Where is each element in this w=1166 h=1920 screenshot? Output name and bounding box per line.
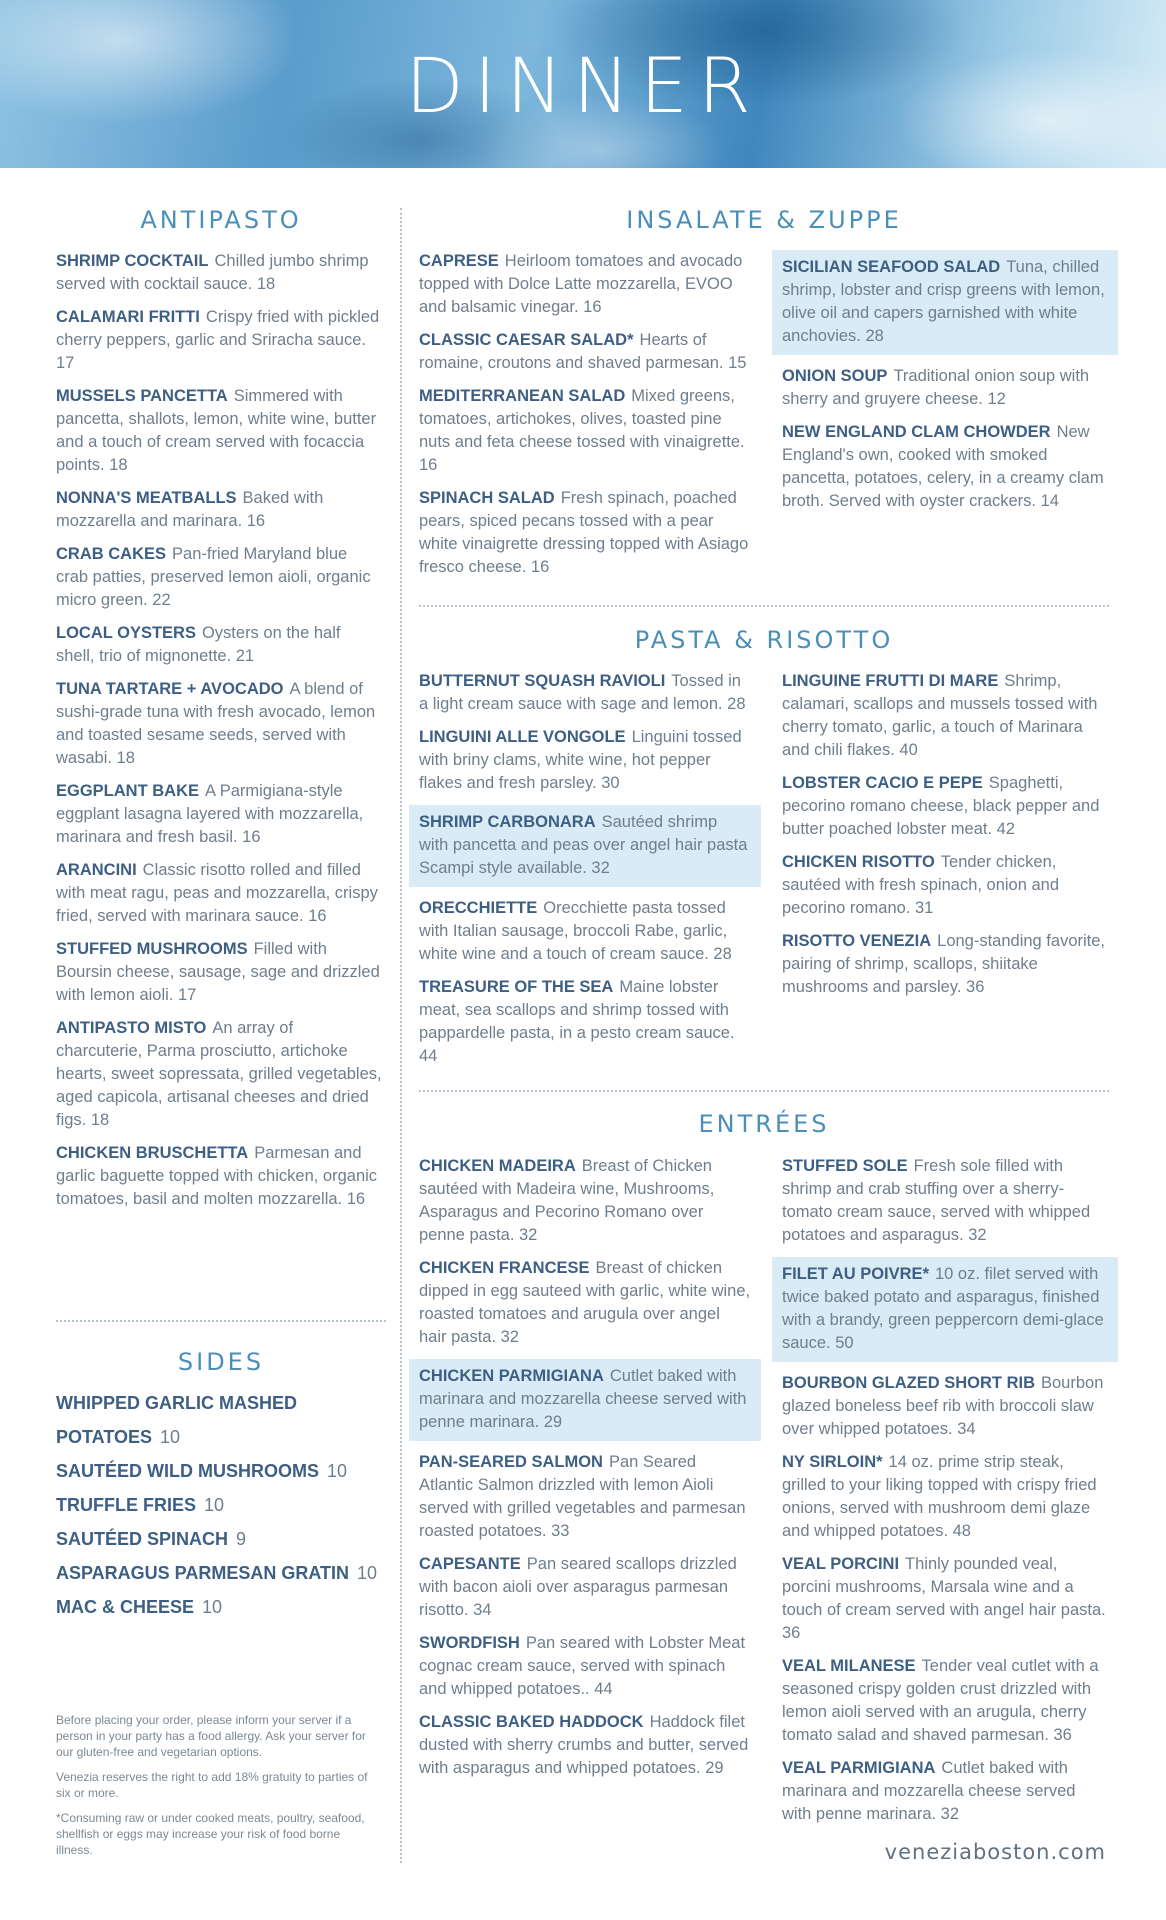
menu-item-description: Tender veal cutlet with a seasoned crispy golden crust drizzled with lemon aioli served with an arugula, cherry tomato salad and shaved parmesan. 36 <box>782 1657 1099 1744</box>
menu-item <box>419 1257 751 1349</box>
menu-item <box>419 1553 751 1622</box>
side-item <box>56 1454 396 1488</box>
menu-item-name: RISOTTO VENEZIA <box>782 932 932 950</box>
menu-item-name: SHRIMP COCKTAIL <box>56 252 209 270</box>
menu-item <box>419 385 751 477</box>
menu-item <box>56 622 382 668</box>
menu-item-name: ANTIPASTO MISTO <box>56 1019 207 1037</box>
menu-item-name: CAPESANTE <box>419 1555 521 1573</box>
page-title: DINNER <box>405 41 761 130</box>
menu-item-description: Simmered with pancetta, shallots, lemon, white wine, butter and a touch of cream served with focaccia points. 18 <box>56 387 377 474</box>
menu-item-description: A blend of sushi-grade tuna with fresh avocado, lemon and toasted sesame seeds, served with wasabi. 18 <box>56 680 376 767</box>
menu-item-name: SHRIMP CARBONARA <box>419 813 596 831</box>
menu-item-name: CALAMARI FRITTI <box>56 308 200 326</box>
side-price: 10 <box>160 1427 181 1447</box>
menu-item <box>56 1017 382 1132</box>
side-item <box>56 1488 396 1522</box>
menu-item-description: An array of charcuterie, Parma prosciutto, artichoke hearts, sweet sopressata, grilled vegetables, aged capicola, artisanal cheeses and dried figs. 18 <box>56 1019 382 1129</box>
menu-item-name: STUFFED SOLE <box>782 1157 908 1175</box>
side-price: 9 <box>236 1529 247 1549</box>
menu-item-name: BUTTERNUT SQUASH RAVIOLI <box>419 672 666 690</box>
menu-item-description: Fresh sole filled with shrimp and crab stuffing over a sherry-tomato cream sauce, served with whipped potatoes and asparagus. 32 <box>782 1157 1091 1244</box>
insalate-left-list <box>419 250 751 589</box>
menu-item <box>419 976 751 1068</box>
menu-item-name: EGGPLANT BAKE <box>56 782 200 800</box>
menu-item-description: Fresh spinach, poached pears, spiced pecans tossed with a pear white vinaigrette dressing topped with Asiago fresco cheese. 16 <box>419 489 749 576</box>
menu-item <box>782 365 1108 411</box>
menu-item <box>419 897 751 966</box>
menu-item-description: Traditional onion soup with sherry and gruyere cheese. 12 <box>782 367 1090 408</box>
side-price: 10 <box>357 1563 378 1583</box>
menu-item-description: Pan Seared Atlantic Salmon drizzled with lemon Aioli served with grilled vegetables and parmesan roasted potatoes. 33 <box>419 1453 746 1540</box>
menu-item-description: Maine lobster meat, sea scallops and shrimp tossed with pappardelle pasta, in a pesto cream sauce. 44 <box>419 978 735 1065</box>
menu-item-name: LOBSTER CACIO E PEPE <box>782 774 983 792</box>
menu-item-description: Linguini tossed with briny clams, white wine, hot pepper flakes and fresh parsley. 30 <box>419 728 742 792</box>
menu-item <box>782 1451 1108 1543</box>
allergy-notes <box>56 1712 376 1867</box>
menu-item <box>419 1632 751 1701</box>
pasta-heading: PASTA & RISOTTO <box>634 626 894 654</box>
menu-item-name: TREASURE OF THE SEA <box>419 978 614 996</box>
menu-item-description: Cutlet baked with marinara and mozzarella cheese served with penne marinara. 32 <box>782 1759 1076 1823</box>
menu-item <box>419 487 751 579</box>
menu-item-name: CHICKEN RISOTTO <box>782 853 935 871</box>
menu-item-description: Thinly pounded veal, porcini mushrooms, Marsala wine and a touch of cream served with angel hair pasta. 36 <box>782 1555 1106 1642</box>
menu-item-name: ORECCHIETTE <box>419 899 538 917</box>
menu-item-name: BOURBON GLAZED SHORT RIB <box>782 1374 1035 1392</box>
menu-item-description: Classic risotto rolled and filled with meat ragu, peas and mozzarella, crispy fried, served with marinara sauce. 16 <box>56 861 378 925</box>
menu-item-description: Tender chicken, sautéed with fresh spinach, onion and pecorino romano. 31 <box>782 853 1060 917</box>
side-item <box>56 1386 396 1454</box>
menu-item <box>782 1757 1108 1826</box>
menu-item <box>56 780 382 849</box>
menu-item-description: Baked with mozzarella and marinara. 16 <box>56 489 324 530</box>
menu-item-name: LINGUINE FRUTTI DI MARE <box>782 672 999 690</box>
menu-item-description: Haddock filet dusted with sherry crumbs and butter, served with asparagus and whipped potatoes. 29 <box>419 1713 749 1777</box>
menu-item-description: Chilled jumbo shrimp served with cocktail sauce. 18 <box>56 252 369 293</box>
menu-item-description: Oysters on the half shell, trio of mignonette. 21 <box>56 624 341 665</box>
menu-item-name: CLASSIC CAESAR SALAD* <box>419 331 634 349</box>
menu-item <box>56 859 382 928</box>
menu-item <box>56 543 382 612</box>
menu-item-description: Long-standing favorite, pairing of shrimp, scallops, shiitake mushrooms and parsley. 36 <box>782 932 1106 996</box>
menu-item-description: Tuna, chilled shrimp, lobster and crisp greens with lemon, olive oil and capers garnished with white anchovies. 28 <box>782 258 1105 345</box>
menu-item-name: LOCAL OYSTERS <box>56 624 196 642</box>
antipasto-heading: ANTIPASTO <box>140 206 302 234</box>
menu-item <box>782 1553 1108 1645</box>
menu-item-name: CRAB CAKES <box>56 545 167 563</box>
menu-item-description: New England's own, cooked with smoked pancetta, potatoes, celery, in a creamy clam broth. Served with oyster crackers. 14 <box>782 423 1104 510</box>
menu-item-description: Crispy fried with pickled cherry peppers, garlic and Sriracha sauce. 17 <box>56 308 380 372</box>
side-name: ASPARAGUS PARMESAN GRATIN <box>56 1563 350 1583</box>
menu-item-name: NONNA'S MEATBALLS <box>56 489 237 507</box>
entrees-heading: ENTRÉES <box>698 1110 830 1138</box>
menu-item <box>782 851 1108 920</box>
menu-item <box>56 250 382 296</box>
menu-item-description: Orecchiette pasta tossed with Italian sausage, broccoli Rabe, garlic, white wine and a touch of cream sauce. 28 <box>419 899 732 963</box>
menu-item-description: Breast of Chicken sautéed with Madeira wine, Mushrooms, Asparagus and Pecorino Romano over penne pasta. 32 <box>419 1157 715 1244</box>
menu-item-description: Tossed in a light cream sauce with sage and lemon. 28 <box>419 672 746 713</box>
menu-item-description: 10 oz. filet served with twice baked potato and asparagus, finished with a brandy, green peppercorn demi-glace sauce. 50 <box>782 1265 1104 1352</box>
menu-item-name: ARANCINI <box>56 861 137 879</box>
menu-item-description: Pan seared with Lobster Meat cognac cream sauce, served with spinach and whipped potatoes.. 44 <box>419 1634 746 1698</box>
menu-item-description: Bourbon glazed boneless beef rib with broccoli slaw over whipped potatoes. 34 <box>782 1374 1104 1438</box>
menu-item-description: Cutlet baked with marinara and mozzarella cheese served with penne marinara. 29 <box>419 1367 747 1431</box>
side-item <box>56 1522 396 1556</box>
menu-item <box>772 250 1118 355</box>
side-item <box>56 1590 396 1624</box>
menu-item <box>782 670 1108 762</box>
menu-item-description: Heirloom tomatoes and avocado topped with Dolce Latte mozzarella, EVOO and balsamic vinegar. 16 <box>419 252 743 316</box>
menu-item-description: 14 oz. prime strip steak, grilled to your liking topped with crispy fried onions, served with mushroom demi glaze and whipped potatoes. 48 <box>782 1453 1097 1540</box>
menu-item <box>782 1155 1108 1247</box>
menu-item-description: Hearts of romaine, croutons and shaved parmesan. 15 <box>419 331 747 372</box>
menu-item-name: SPINACH SALAD <box>419 489 555 507</box>
menu-item-description: Spaghetti, pecorino romano cheese, black pepper and butter poached lobster meat. 42 <box>782 774 1100 838</box>
side-price: 10 <box>202 1597 223 1617</box>
header-banner <box>0 0 1166 168</box>
menu-item-description: Mixed greens, tomatoes, artichokes, olives, toasted pine nuts and feta cheese tossed with vinaigrette. 16 <box>419 387 745 474</box>
side-name: SAUTÉED SPINACH <box>56 1529 229 1549</box>
menu-item-description: Sautéed shrimp with pancetta and peas over angel hair pasta Scampi style available. 32 <box>419 813 748 877</box>
side-item <box>56 1556 396 1590</box>
menu-item-name: NEW ENGLAND CLAM CHOWDER <box>782 423 1051 441</box>
side-name: SAUTÉED WILD MUSHROOMS <box>56 1461 319 1481</box>
menu-item-name: NY SIRLOIN* <box>782 1453 883 1471</box>
menu-item <box>419 726 751 795</box>
menu-item-name: VEAL PORCINI <box>782 1555 900 1573</box>
menu-item <box>782 930 1108 999</box>
menu-item-name: SWORDFISH <box>419 1634 520 1652</box>
menu-item-name: LINGUINI ALLE VONGOLE <box>419 728 626 746</box>
menu-item-name: VEAL PARMIGIANA <box>782 1759 936 1777</box>
insalate-heading: INSALATE & ZUPPE <box>626 206 902 234</box>
menu-item-name: CHICKEN BRUSCHETTA <box>56 1144 249 1162</box>
section-divider <box>419 1090 1109 1092</box>
menu-item <box>409 805 761 887</box>
menu-item <box>419 670 751 716</box>
side-name: TRUFFLE FRIES <box>56 1495 196 1515</box>
menu-item-description: Breast of chicken dipped in egg sauteed with garlic, white wine, roasted tomatoes and arugula over angel hair pasta. 32 <box>419 1259 751 1346</box>
menu-item <box>782 1655 1108 1747</box>
menu-item-description: Filled with Boursin cheese, sausage, sage and drizzled with lemon aioli. 17 <box>56 940 380 1004</box>
gratuity-note: Venezia reserves the right to add 18% gratuity to parties of six or more. <box>56 1770 368 1800</box>
menu-item <box>782 421 1108 513</box>
entrees-right-list <box>782 1155 1108 1836</box>
menu-item-name: PAN-SEARED SALMON <box>419 1453 603 1471</box>
menu-item-name: FILET AU POIVRE* <box>782 1265 929 1283</box>
menu-item-description: Parmesan and garlic baguette topped with chicken, organic tomatoes, basil and molten mozzarella. 16 <box>56 1144 378 1208</box>
menu-item <box>56 487 382 533</box>
menu-item-name: CHICKEN MADEIRA <box>419 1157 576 1175</box>
sides-heading: SIDES <box>177 1348 265 1376</box>
menu-item-description: A Parmigiana-style eggplant lasagna layered with mozzarella, marinara and fresh basil. 16 <box>56 782 364 846</box>
menu-item <box>56 1142 382 1211</box>
menu-item-name: SICILIAN SEAFOOD SALAD <box>782 258 1001 276</box>
menu-item-name: TUNA TARTARE + AVOCADO <box>56 680 284 698</box>
allergy-note: Before placing your order, please inform your server if a person in your party has a food allergy. Ask your server for our gluten-free and vegetarian options. <box>56 1713 366 1759</box>
website: veneziaboston.com <box>884 1840 1106 1864</box>
menu-item <box>419 250 751 319</box>
side-price: 10 <box>204 1495 225 1515</box>
menu-item-name: MUSSELS PANCETTA <box>56 387 228 405</box>
menu-item-name: ONION SOUP <box>782 367 888 385</box>
pasta-left-list <box>419 670 751 1078</box>
menu-item-name: VEAL MILANESE <box>782 1657 916 1675</box>
menu-item <box>419 1155 751 1247</box>
menu-item-description: Pan-fried Maryland blue crab patties, preserved lemon aioli, organic micro green. 22 <box>56 545 371 609</box>
menu-item <box>56 678 382 770</box>
menu-item-name: CLASSIC BAKED HADDOCK <box>419 1713 644 1731</box>
menu-item-name: CAPRESE <box>419 252 499 270</box>
raw-food-note: *Consuming raw or under cooked meats, poultry, seafood, shellfish or eggs may increase your risk of food borne illness. <box>56 1811 365 1857</box>
menu-item <box>56 306 382 375</box>
insalate-right-list <box>782 250 1108 523</box>
menu-item-name: STUFFED MUSHROOMS <box>56 940 248 958</box>
side-price: 10 <box>327 1461 348 1481</box>
menu-item <box>419 329 751 375</box>
menu-item-name: CHICKEN PARMIGIANA <box>419 1367 604 1385</box>
sides-list <box>56 1386 396 1624</box>
side-name: WHIPPED GARLIC MASHED POTATOES <box>56 1393 298 1447</box>
menu-item <box>419 1451 751 1543</box>
menu-item <box>419 1711 751 1780</box>
section-divider <box>56 1320 386 1322</box>
menu-item <box>772 1257 1118 1362</box>
menu-item <box>782 1372 1108 1441</box>
pasta-right-list <box>782 670 1108 1009</box>
entrees-left-list <box>419 1155 751 1790</box>
side-name: MAC & CHEESE <box>56 1597 195 1617</box>
menu-item-name: MEDITERRANEAN SALAD <box>419 387 626 405</box>
menu-item <box>56 938 382 1007</box>
menu-item-description: Shrimp, calamari, scallops and mussels tossed with cherry tomato, garlic, a touch of Marinara and chili flakes. 40 <box>782 672 1098 759</box>
menu-item <box>56 385 382 477</box>
menu-item <box>409 1359 761 1441</box>
menu-item-description: Pan seared scallops drizzled with bacon aioli over asparagus parmesan risotto. 34 <box>419 1555 737 1619</box>
antipasto-list <box>56 250 382 1221</box>
menu-item-name: CHICKEN FRANCESE <box>419 1259 590 1277</box>
section-divider <box>419 605 1109 607</box>
column-divider <box>400 208 402 1863</box>
menu-item <box>782 772 1108 841</box>
